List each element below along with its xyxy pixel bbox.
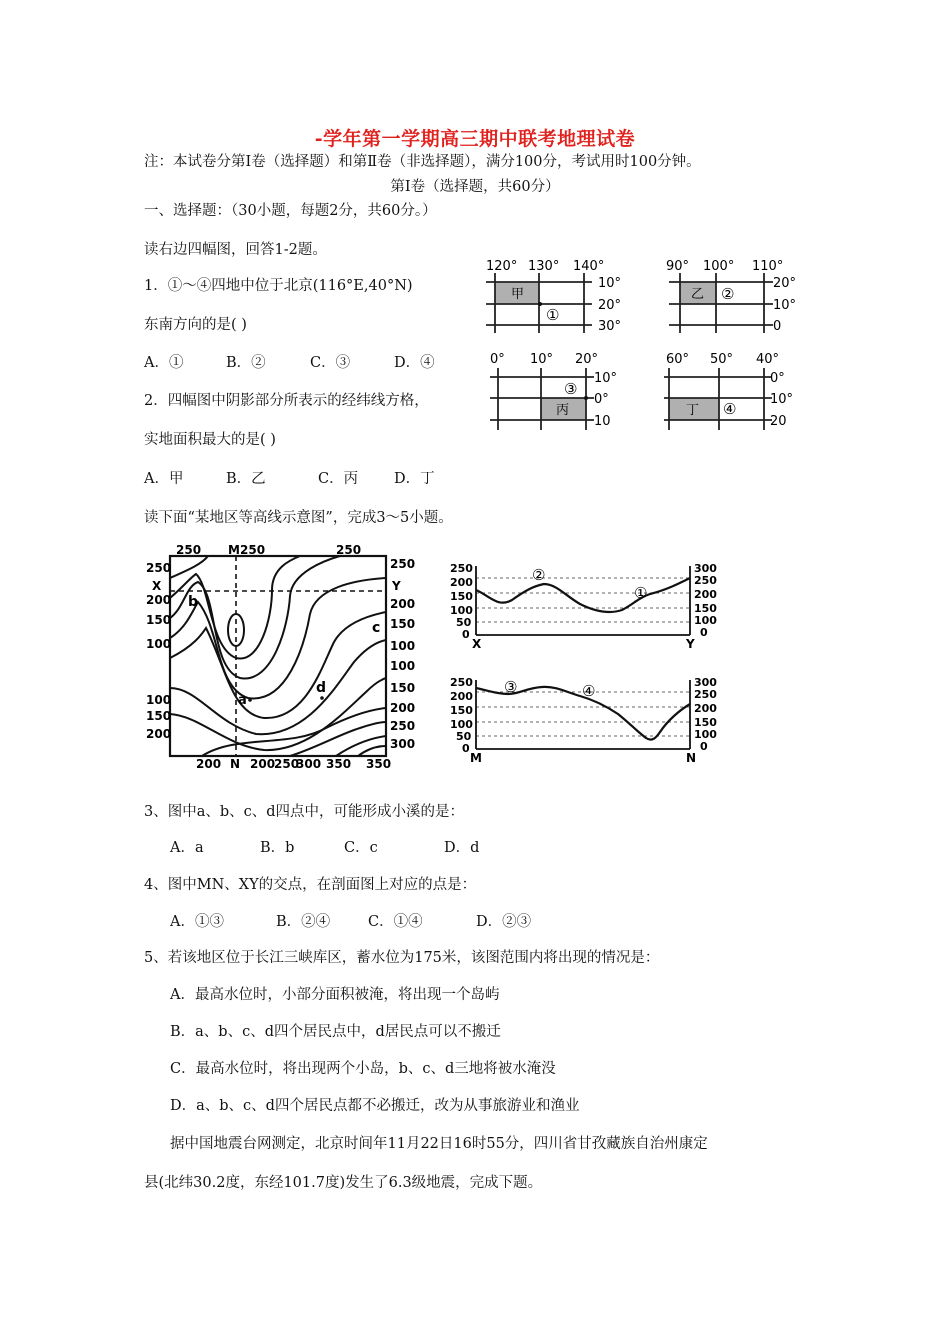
q4-options bbox=[170, 912, 531, 932]
contour-left-label-3: 150 bbox=[146, 613, 172, 627]
q1-option-c: C．③ bbox=[310, 355, 351, 371]
exam-note: 注：本试卷分第Ⅰ卷（选择题）和第Ⅱ卷（非选择题），满分100分，考试用时100分钟。 bbox=[144, 154, 701, 170]
profile-mn-end-m: M bbox=[470, 751, 482, 765]
point-d-label: d bbox=[316, 680, 327, 696]
q2-option-d: D．丁 bbox=[394, 471, 435, 487]
grid-map-bing-lon-1: 10° bbox=[530, 352, 554, 367]
point-b-label: b bbox=[188, 594, 199, 610]
grid-map-bing bbox=[486, 348, 646, 430]
q5-option-b: B．a、b、c、d四个居民点中，d居民点可以不搬迁 bbox=[170, 1024, 501, 1040]
profile-xy-left-4: 50 bbox=[456, 616, 472, 629]
contour-right-label-5: 100 bbox=[390, 659, 416, 673]
grid-map-jia-lon-0: 120° bbox=[486, 259, 518, 274]
q2-stem-line2: 实地面积最大的是( ) bbox=[144, 432, 276, 448]
intro-q3-5: 读下面“某地区等高线示意图”，完成3～5小题。 bbox=[144, 510, 453, 526]
profile-xy-left-0: 250 bbox=[450, 562, 473, 575]
contour-right-label-0: 250 bbox=[390, 557, 416, 571]
contour-right-label-3: 150 bbox=[390, 617, 416, 631]
grid-map-ding-lon-0: 60° bbox=[666, 352, 690, 367]
profile-xy bbox=[446, 560, 726, 652]
contour-right-label-2: 200 bbox=[390, 597, 416, 611]
contour-top-label-0: 250 bbox=[176, 543, 202, 557]
q1-option-b: B．② bbox=[226, 355, 266, 371]
grid-map-yi-lon-2: 110° bbox=[752, 259, 784, 274]
profile-xy-left-5: 0 bbox=[462, 628, 470, 641]
grid-map-ding bbox=[664, 348, 824, 430]
grid-map-ding-marker: ④ bbox=[723, 400, 737, 418]
contour-bottom-label-6: 350 bbox=[366, 757, 392, 771]
profile-xy-line bbox=[476, 578, 690, 612]
q3-option-d: D．d bbox=[444, 840, 480, 856]
profile-mn-end-n: N bbox=[686, 751, 697, 765]
contour-left-label-5: 100 bbox=[146, 693, 172, 707]
profile-xy-right-5: 0 bbox=[700, 626, 708, 639]
q3-option-b: B．b bbox=[260, 840, 295, 856]
grid-map-yi-marker: ② bbox=[721, 285, 735, 303]
contour-left-label-x: X bbox=[152, 579, 162, 593]
section1-heading: 一、选择题：（30小题，每题2分，共60分。） bbox=[144, 203, 437, 219]
grid-map-ding-lat-0: 0° bbox=[770, 371, 785, 386]
contour-bottom-label-n: N bbox=[230, 757, 241, 771]
grid-map-bing-lat-0: 10° bbox=[594, 371, 618, 386]
grid-map-ding-label: 丁 bbox=[686, 403, 700, 418]
grid-map-bing-lon-0: 0° bbox=[490, 352, 505, 367]
grid-map-yi-lon-0: 90° bbox=[666, 259, 690, 274]
profile-xy-left-2: 150 bbox=[450, 590, 473, 603]
grid-map-jia-lat-2: 30° bbox=[598, 319, 622, 334]
contour-left-label-6: 150 bbox=[146, 709, 172, 723]
quake-passage-line2: 县(北纬30.2度，东经101.7度)发生了6.3级地震，完成下题。 bbox=[144, 1175, 543, 1191]
grid-map-ding-lat-1: 10° bbox=[770, 392, 794, 407]
profile-mn-right-0: 300 bbox=[694, 676, 717, 689]
profile-xy-end-x: X bbox=[472, 637, 482, 651]
grid-map-bing-marker: ③ bbox=[564, 380, 578, 398]
contour-right-label-8: 250 bbox=[390, 719, 416, 733]
profile-mn-left-2: 150 bbox=[450, 704, 473, 717]
q4-option-a: A．①③ bbox=[170, 914, 224, 930]
grid-map-yi-lat-0: 20° bbox=[773, 276, 797, 291]
contour-right-label-6: 150 bbox=[390, 681, 416, 695]
q3-option-a: A．a bbox=[170, 840, 204, 856]
q2-stem-line1: 2．四幅图中阴影部分所表示的经纬线方格， bbox=[144, 393, 429, 409]
profile-xy-marker-1: ① bbox=[634, 584, 648, 602]
contour-bottom-label-3: 250 bbox=[274, 757, 300, 771]
q4-stem: 4、图中MN、XY的交点，在剖面图上对应的点是： bbox=[144, 877, 477, 893]
grid-map-jia-lon-2: 140° bbox=[573, 259, 605, 274]
q4-option-d: D．②③ bbox=[476, 914, 532, 930]
contour-top-label-1: 250 bbox=[240, 543, 266, 557]
profile-mn-right-1: 250 bbox=[694, 688, 717, 701]
point-d-dot bbox=[320, 696, 324, 700]
profile-xy-right-3: 150 bbox=[694, 602, 717, 615]
contour-right-label-7: 200 bbox=[390, 701, 416, 715]
grid-map-yi-label: 乙 bbox=[691, 287, 705, 302]
profile-mn-left-4: 50 bbox=[456, 730, 472, 743]
profile-mn-right-4: 100 bbox=[694, 728, 717, 741]
part1-heading: 第Ⅰ卷（选择题，共60分） bbox=[390, 179, 560, 195]
grid-map-yi bbox=[663, 255, 823, 337]
grid-map-jia-label: 甲 bbox=[511, 287, 525, 302]
point-c-label: c bbox=[372, 620, 381, 636]
q1-options bbox=[144, 353, 435, 373]
grid-map-bing-lat-2: 10 bbox=[594, 414, 611, 429]
grid-map-yi-lat-1: 10° bbox=[773, 298, 797, 313]
point-a-label: a bbox=[238, 693, 247, 708]
contour-bottom-label-5: 350 bbox=[326, 757, 352, 771]
intro-q1-2: 读右边四幅图，回答1-2题。 bbox=[144, 242, 327, 258]
q4-option-b: B．②④ bbox=[276, 914, 331, 930]
profile-xy-left-1: 200 bbox=[450, 576, 473, 589]
profile-mn-right-5: 0 bbox=[700, 740, 708, 753]
profile-xy-right-1: 250 bbox=[694, 574, 717, 587]
q3-options bbox=[170, 838, 479, 858]
profile-xy-right-4: 100 bbox=[694, 614, 717, 627]
profile-mn bbox=[446, 674, 726, 766]
point-a-dot bbox=[248, 698, 252, 702]
grid-map-yi-lat-2: 0 bbox=[773, 319, 782, 334]
q5-option-a: A．最高水位时，小部分面积被淹，将出现一个岛屿 bbox=[170, 987, 500, 1003]
profile-xy-left-3: 100 bbox=[450, 604, 473, 617]
q5-stem: 5、若该地区位于长江三峡库区，蓄水位为175米，该图范围内将出现的情况是： bbox=[144, 950, 660, 966]
profile-xy-right-2: 200 bbox=[694, 588, 717, 601]
contour-bottom-label-4: 300 bbox=[296, 757, 322, 771]
q2-options bbox=[144, 469, 435, 489]
contour-left-label-7: 200 bbox=[146, 727, 172, 741]
grid-map-ding-lon-2: 40° bbox=[756, 352, 780, 367]
q2-option-a: A．甲 bbox=[144, 471, 184, 487]
q3-option-c: C．c bbox=[344, 840, 378, 856]
quake-passage-line1: 据中国地震台网测定，北京时间年11月22日16时55分，四川省甘孜藏族自治州康定 bbox=[170, 1136, 708, 1152]
contour-right-label-y: Y bbox=[392, 579, 401, 593]
grid-map-bing-lat-1: 0° bbox=[594, 392, 609, 407]
contour-right-label-4: 100 bbox=[390, 639, 416, 653]
q1-stem-line1: 1．①～④四地中位于北京(116°E,40°N) bbox=[144, 278, 413, 294]
q5-option-d: D．a、b、c、d四个居民点都不必搬迁，改为从事旅游业和渔业 bbox=[170, 1098, 580, 1114]
profile-mn-left-0: 250 bbox=[450, 676, 473, 689]
grid-map-yi-lon-1: 100° bbox=[703, 259, 735, 274]
profile-mn-left-1: 200 bbox=[450, 690, 473, 703]
contour-bottom-label-2: 200 bbox=[250, 757, 276, 771]
profile-mn-marker-4: ④ bbox=[582, 682, 596, 700]
q1-option-a: A．① bbox=[144, 355, 184, 371]
q4-option-c: C．①④ bbox=[368, 914, 423, 930]
grid-map-ding-lon-1: 50° bbox=[710, 352, 734, 367]
contour-left-label-2: 200 bbox=[146, 593, 172, 607]
profile-mn-right-3: 150 bbox=[694, 716, 717, 729]
grid-map-jia-lat-1: 20° bbox=[598, 298, 622, 313]
contour-map bbox=[140, 538, 425, 770]
grid-map-bing-label: 丙 bbox=[556, 403, 570, 418]
grid-map-jia-lon-1: 130° bbox=[528, 259, 560, 274]
contour-bottom-label-0: 200 bbox=[196, 757, 222, 771]
profile-xy-right-0: 300 bbox=[694, 562, 717, 575]
contour-top-label-2: 250 bbox=[336, 543, 362, 557]
exam-title: -学年第一学期高三期中联考地理试卷 bbox=[314, 128, 636, 150]
contour-lines bbox=[170, 556, 386, 756]
contour-left-label-0: 250 bbox=[146, 561, 172, 575]
profile-mn-left-3: 100 bbox=[450, 718, 473, 731]
profile-mn-marker-3: ③ bbox=[504, 678, 518, 696]
contour-right-label-9: 300 bbox=[390, 737, 416, 751]
grid-map-bing-lon-2: 20° bbox=[575, 352, 599, 367]
profile-xy-end-y: Y bbox=[686, 637, 695, 651]
profile-mn-right-2: 200 bbox=[694, 702, 717, 715]
q5-option-c: C．最高水位时，将出现两个小岛，b、c、d三地将被水淹没 bbox=[170, 1061, 556, 1077]
q2-option-b: B．乙 bbox=[226, 471, 266, 487]
grid-map-jia bbox=[480, 255, 640, 337]
profile-xy-marker-2: ② bbox=[532, 566, 546, 584]
grid-map-ding-lat-2: 20 bbox=[770, 414, 787, 429]
q1-stem-line2: 东南方向的是( ) bbox=[144, 317, 247, 333]
contour-top-label-m: M bbox=[228, 543, 240, 557]
grid-map-jia-lat-0: 10° bbox=[598, 276, 622, 291]
grid-map-jia-marker: ① bbox=[546, 306, 560, 324]
q3-stem: 3、图中a、b、c、d四点中，可能形成小溪的是： bbox=[144, 804, 465, 820]
profile-mn-left-5: 0 bbox=[462, 742, 470, 755]
q2-option-c: C．丙 bbox=[318, 471, 359, 487]
contour-left-label-4: 100 bbox=[146, 637, 172, 651]
q1-option-d: D．④ bbox=[394, 355, 435, 371]
